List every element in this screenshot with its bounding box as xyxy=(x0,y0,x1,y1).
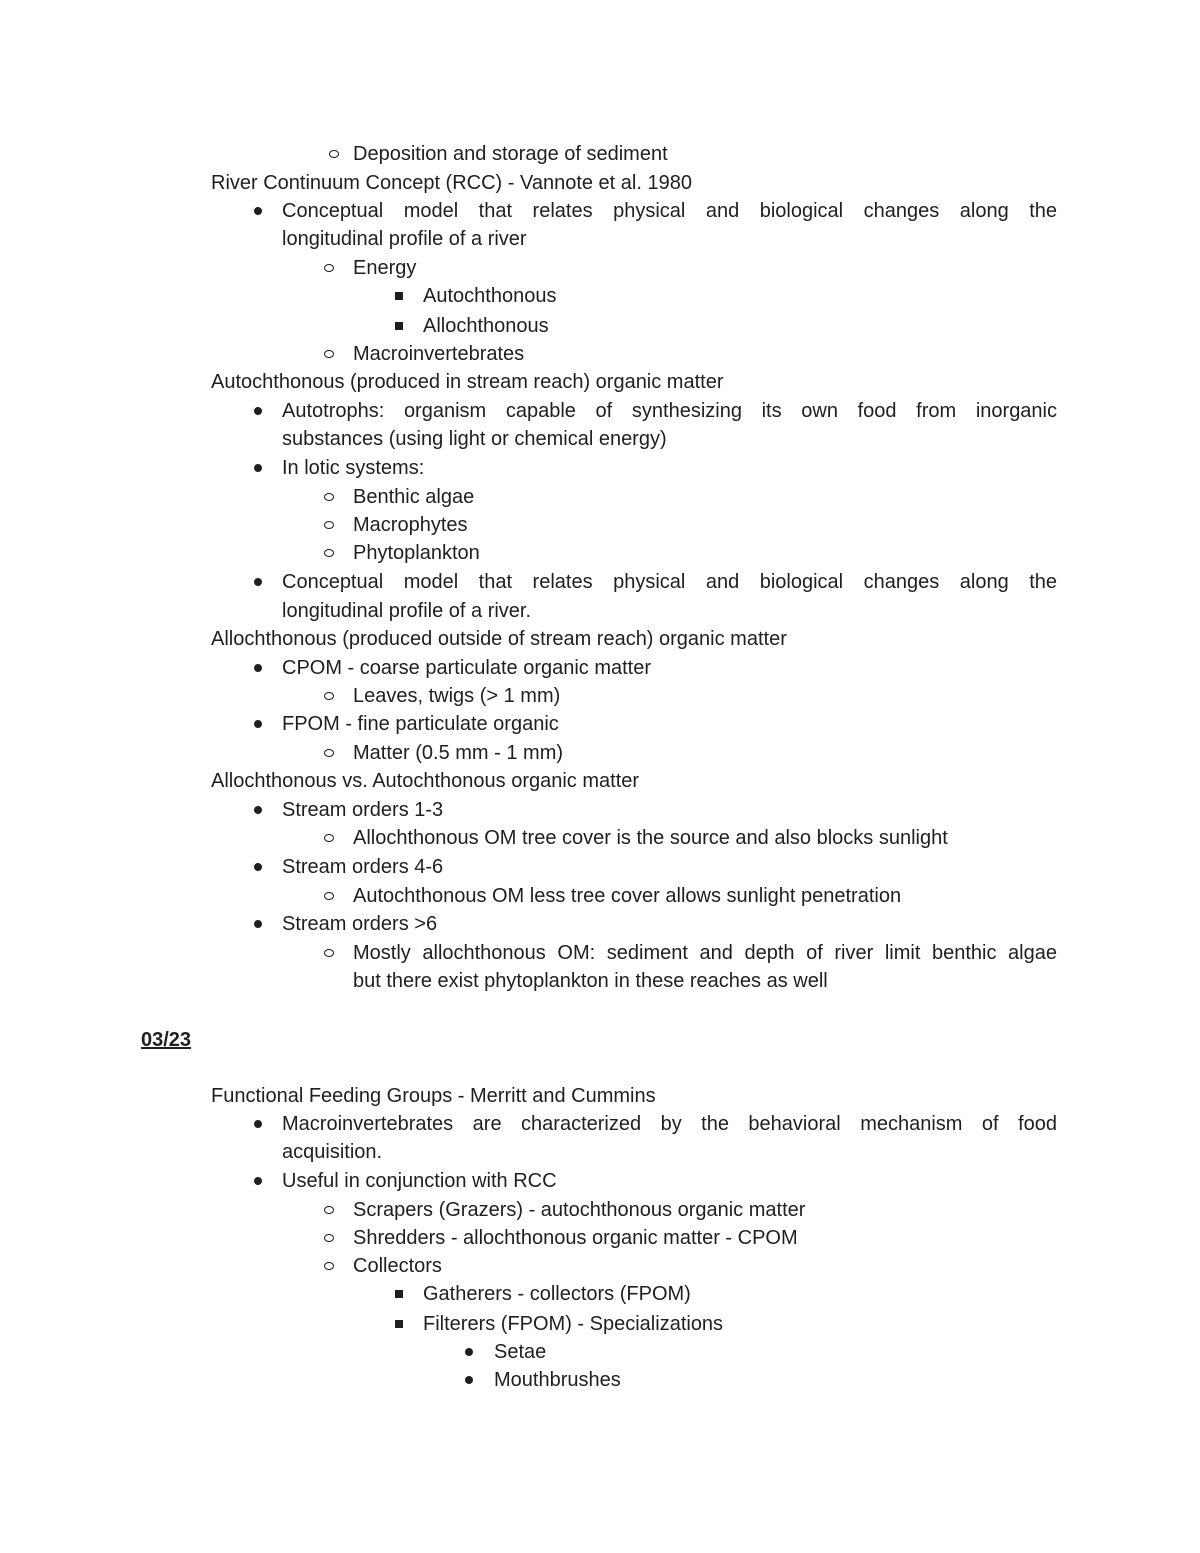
list-item-text: In lotic systems: xyxy=(282,457,425,479)
bullet-disc-icon xyxy=(254,407,262,415)
list-item-text: Macroinvertebrates xyxy=(353,343,525,365)
bullet-circle-icon xyxy=(324,749,334,757)
list-item-text: Stream orders 1-3 xyxy=(282,799,444,821)
list-item-text: Autochthonous OM less tree cover allows sunlight penetration xyxy=(353,885,902,907)
list-item-text: Setae xyxy=(494,1341,547,1363)
bullet-disc-icon xyxy=(254,207,262,215)
bullet-circle-icon xyxy=(324,350,334,358)
bullet-circle-icon xyxy=(324,1234,334,1242)
list-item-text: Scrapers (Grazers) - autochthonous organic matter xyxy=(353,1199,806,1221)
bullet-circle-icon xyxy=(324,692,334,700)
list-item-text: Stream orders >6 xyxy=(282,913,438,935)
bullet-circle-icon xyxy=(329,150,339,158)
bullet-circle-icon xyxy=(324,1262,334,1270)
list-item-text: CPOM - coarse particulate organic matter xyxy=(282,657,652,679)
bullet-disc-icon xyxy=(254,1120,262,1128)
bullet-disc-icon xyxy=(254,806,262,814)
list-item-text: Mostly allochthonous OM: sediment and depth of river limit benthic algae xyxy=(353,942,1057,964)
bullet-disc-icon xyxy=(254,720,262,728)
list-item-text: FPOM - fine particulate organic xyxy=(282,713,559,735)
bullet-circle-icon xyxy=(324,1206,334,1214)
section-heading: Functional Feeding Groups - Merritt and Cummins xyxy=(211,1085,656,1107)
list-item-text: Allochthonous OM tree cover is the source and also blocks sunlight xyxy=(353,827,948,849)
list-item-text: Benthic algae xyxy=(353,486,475,508)
bullet-circle-icon xyxy=(324,549,334,557)
section-heading: River Continuum Concept (RCC) - Vannote et al. 1980 xyxy=(211,172,692,194)
bullet-square-icon xyxy=(395,1320,403,1328)
bullet-circle-icon xyxy=(324,949,334,957)
list-item-text: Leaves, twigs (> 1 mm) xyxy=(353,685,561,707)
bullet-circle-icon xyxy=(324,834,334,842)
bullet-circle-icon xyxy=(324,264,334,272)
date-heading: 03/23 xyxy=(141,1029,192,1051)
list-item-text: longitudinal profile of a river. xyxy=(282,600,532,622)
list-item-text: Phytoplankton xyxy=(353,542,480,564)
list-item-text: longitudinal profile of a river xyxy=(282,228,527,250)
bullet-circle-icon xyxy=(324,521,334,529)
bullet-disc-icon xyxy=(254,1177,262,1185)
list-item-text: Macroinvertebrates are characterized by the behavioral mechanism of food xyxy=(282,1113,1057,1135)
bullet-square-icon xyxy=(395,322,403,330)
bullet-circle-icon xyxy=(324,892,334,900)
bullet-square-icon xyxy=(395,292,403,300)
section-heading: Allochthonous (produced outside of stream reach) organic matter xyxy=(211,628,787,650)
list-item-text: Autotrophs: organism capable of synthesizing its own food from inorganic xyxy=(282,400,1057,422)
bullet-disc-icon xyxy=(465,1348,473,1356)
list-item-text: Energy xyxy=(353,257,417,279)
list-item-text: acquisition. xyxy=(282,1141,383,1163)
list-item-text: Matter (0.5 mm - 1 mm) xyxy=(353,742,564,764)
bullet-disc-icon xyxy=(465,1376,473,1384)
bullet-disc-icon xyxy=(254,464,262,472)
list-item-text: Autochthonous xyxy=(423,285,557,307)
list-item-text: Macrophytes xyxy=(353,514,468,536)
list-item-text: Conceptual model that relates physical and biological changes along the xyxy=(282,200,1057,222)
list-item-text: Filterers (FPOM) - Specializations xyxy=(423,1313,724,1335)
list-item-text: Mouthbrushes xyxy=(494,1369,621,1391)
list-item-text: Gatherers - collectors (FPOM) xyxy=(423,1283,691,1305)
bullet-disc-icon xyxy=(254,578,262,586)
bullet-disc-icon xyxy=(254,664,262,672)
list-item-text: Stream orders 4-6 xyxy=(282,856,444,878)
list-item-text: Deposition and storage of sediment xyxy=(353,143,668,165)
list-item-text: Useful in conjunction with RCC xyxy=(282,1170,557,1192)
bullet-square-icon xyxy=(395,1290,403,1298)
list-item-text: substances (using light or chemical energy) xyxy=(282,428,667,450)
section-heading: Autochthonous (produced in stream reach) organic matter xyxy=(211,371,724,393)
bullet-disc-icon xyxy=(254,920,262,928)
bullet-circle-icon xyxy=(324,493,334,501)
list-item-text: Conceptual model that relates physical and biological changes along the xyxy=(282,571,1057,593)
bullet-disc-icon xyxy=(254,863,262,871)
list-item-text: Allochthonous xyxy=(423,315,549,337)
list-item-text: but there exist phytoplankton in these reaches as well xyxy=(353,970,828,992)
list-item-text: Collectors xyxy=(353,1255,442,1277)
section-heading: Allochthonous vs. Autochthonous organic matter xyxy=(211,770,640,792)
list-item-text: Shredders - allochthonous organic matter - CPOM xyxy=(353,1227,798,1249)
